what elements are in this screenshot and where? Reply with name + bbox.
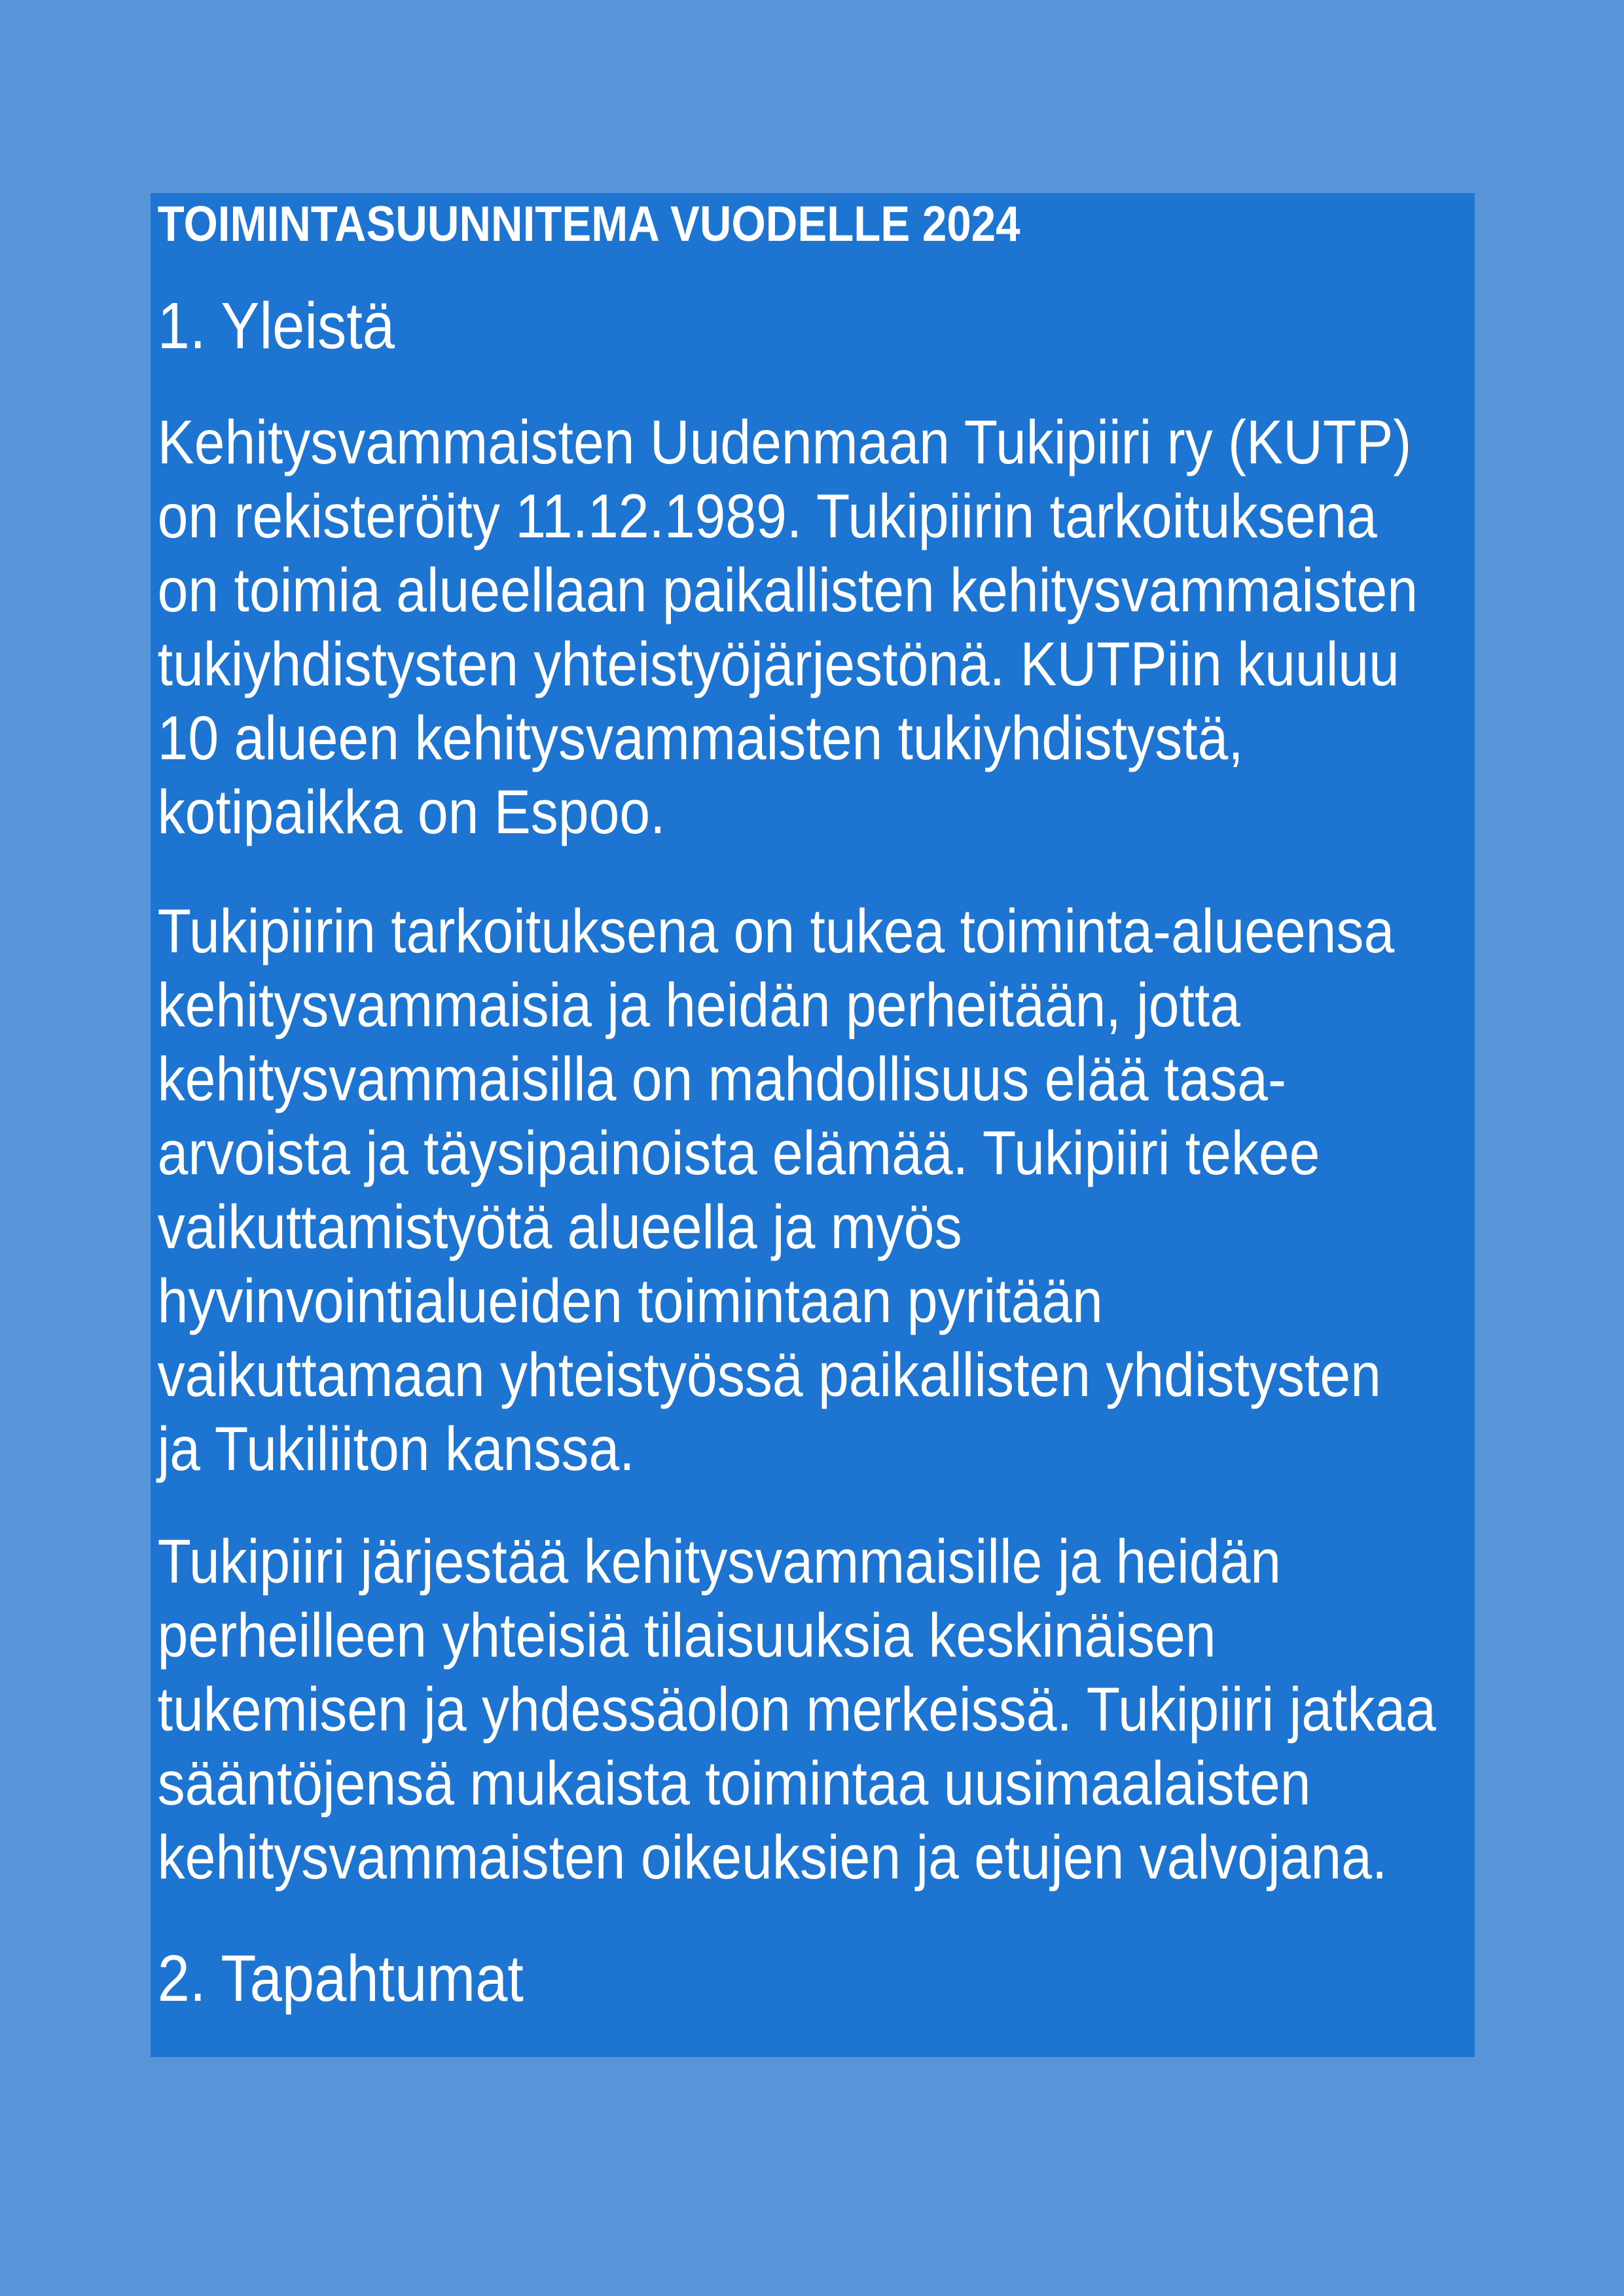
document-text-block <box>151 193 1475 2057</box>
paragraph-tukipiiri-events: Tukipiiri järjestää kehitysvammaisille ja heidän perheilleen yhteisiä tilaisuuksia keskinäisen tukemisen ja yhdessäolon merkeissä. Tukipiiri jatkaa sääntöjensä mukaista toimintaa uusimaalaisten kehitysvammaisten oikeuksien ja etujen valvojana. <box>157 1527 1436 1892</box>
paragraph-kutp-intro: Kehitysvammaisten Uudenmaan Tukipiiri ry (KUTP) on rekisteröity 11.12.1989. Tukipiirin tarkoituksena on toimia alueellaan paikallisten kehitysvammaisten tukiyhdistysten yhteistyöjärjestönä. KUTPiin kuuluu 10 alueen kehitysvammaisten tukiyhdistystä, kotipaikka on Espoo. <box>157 408 1418 847</box>
text-column <box>151 193 1475 2017</box>
paragraph-tukipiiri-purpose: Tukipiirin tarkoituksena on tukea toiminta-alueensa kehitysvammaisia ja heidän perheitään, jotta kehitysvammaisilla on mahdollisuus elää tasa- arvoista ja täysipainoista elämää. Tukipiiri tekee vaikuttamistyötä alueella ja myös hyvinvointialueiden toimintaan pyritään vaikuttamaan yhteistyössä paikallisten yhdistysten ja Tukiliiton kanssa. <box>157 897 1395 1484</box>
document-title: TOIMINTASUUNNITEMA VUODELLE 2024 <box>157 196 1020 252</box>
section-heading-yleista: 1. Yleistä <box>157 289 395 363</box>
section-heading-tapahtumat: 2. Tapahtumat <box>157 1942 524 2015</box>
